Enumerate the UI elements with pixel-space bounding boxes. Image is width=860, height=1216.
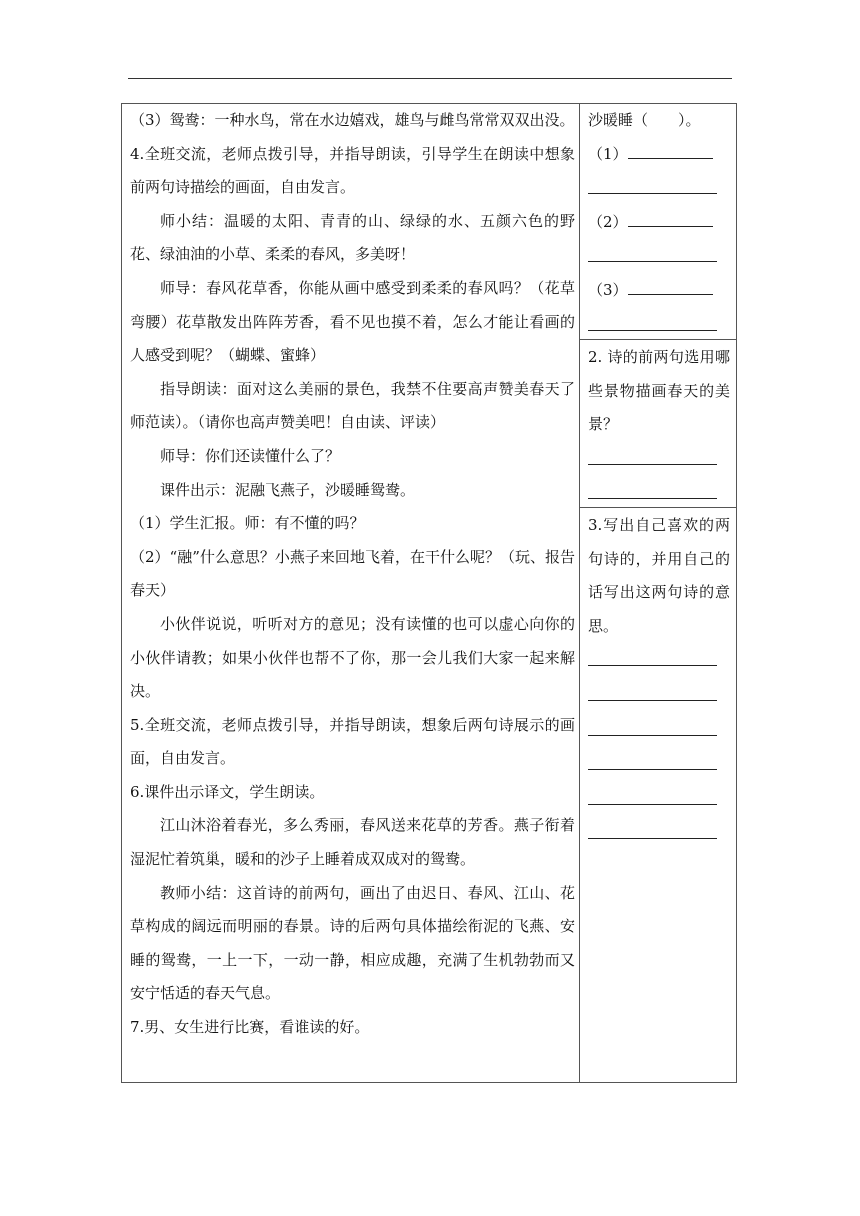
rong-meaning: （2）“融”什么意思？小燕子来回地飞着，在干什么呢？（玩、报告春天） <box>130 547 575 600</box>
note-mandarin-duck: （3）鸳鸯：一种水鸟，常在水边嬉戏，雄鸟与雌鸟常常双双出没。 <box>130 111 575 129</box>
teacher-summary-1: 师小结：温暖的太阳、青青的山、绿绿的水、五颜六色的野花、绿油油的小草、柔柔的春风，多美呀！ <box>130 211 575 264</box>
q1-item-3: （3） <box>588 274 730 308</box>
step-4: 4.全班交流，老师点拨引导，并指导朗读，引导学生在朗读中想象前两句诗描绘的画面，自由发言。 <box>130 144 575 197</box>
column-divider <box>579 103 580 1083</box>
answer-blank[interactable] <box>588 476 717 499</box>
partner-discussion: 小伙伴说说，听听对方的意见；没有读懂的也可以虚心向你的小伙伴请教；如果小伙伴也帮不了你，那一会儿我们大家一起来解决。 <box>130 614 575 701</box>
teacher-guide-question: 师导：你们还读懂什么了？ <box>160 446 341 465</box>
answer-blank[interactable] <box>588 678 717 701</box>
answer-blank[interactable] <box>588 171 717 194</box>
step-6: 6.课件出示译文，学生朗读。 <box>130 782 325 801</box>
translation: 江山沐浴着春光，多么秀丽，春风送来花草的芳香。燕子衔着湿泥忙着筑巢，暖和的沙子上睡着成双成对的鸳鸯。 <box>130 816 575 869</box>
q1-item-2: （2） <box>588 206 730 240</box>
teacher-guide-breeze: 师导：春风花草香，你能从画中感受到柔柔的春风吗？（花草弯腰）花草散发出阵阵芳香，看不见也摸不着，怎么才能让看画的人感受到呢？（蝴蝶、蜜蜂） <box>130 278 575 365</box>
answer-blank[interactable] <box>588 713 717 736</box>
guided-reading: 指导朗读：面对这么美丽的景色，我禁不住要高声赞美春天了师范读）。（请你也高声赞美吧！自由读、评读） <box>130 379 575 432</box>
header-rule <box>128 78 732 79</box>
teacher-summary-2: 教师小结：这首诗的前两句，画出了由迟日、春风、江山、花草构成的阔远而明丽的春景。诗的后两句具体描绘衔泥的飞燕、安睡的鸳鸯，一上一下，一动一静，相应成趣，充满了生机勃勃而又安宁恬适的春天气息。 <box>130 883 575 1003</box>
exercise-q3 <box>588 509 730 851</box>
answer-blank[interactable] <box>588 782 717 805</box>
answer-blank[interactable] <box>588 816 717 839</box>
row-separator <box>580 507 736 508</box>
answer-blank[interactable] <box>588 239 717 262</box>
q2-text: 2. 诗的前两句选用哪些景物描画春天的美景？ <box>588 348 730 434</box>
answer-blank[interactable] <box>588 747 717 770</box>
q1-item-1: （1） <box>588 138 730 172</box>
answer-blank[interactable] <box>588 308 717 331</box>
step-5: 5.全班交流，老师点拨引导，并指导朗读，想象后两句诗展示的画面，自由发言。 <box>130 715 575 768</box>
q3-text: 3.写出自己喜欢的两句诗的，并用自己的话写出这两句诗的意思。 <box>588 516 730 635</box>
courseware-verse: 课件出示：泥融飞燕子，沙暖睡鸳鸯。 <box>160 480 416 499</box>
exercise-column <box>588 104 730 342</box>
answer-blank[interactable] <box>588 643 717 666</box>
q1-tail: 沙暖睡（ ）。 <box>588 111 701 129</box>
step-7: 7.男、女生进行比赛，看谁读的好。 <box>130 1018 370 1037</box>
answer-blank[interactable] <box>588 442 717 465</box>
answer-blank[interactable] <box>628 280 713 295</box>
exercise-q2 <box>588 341 730 511</box>
answer-blank[interactable] <box>628 212 713 227</box>
row-separator <box>580 339 736 340</box>
student-report: （1）学生汇报。师：有不懂的吗？ <box>130 514 365 533</box>
teaching-process-column <box>130 104 575 1045</box>
answer-blank[interactable] <box>628 144 713 159</box>
